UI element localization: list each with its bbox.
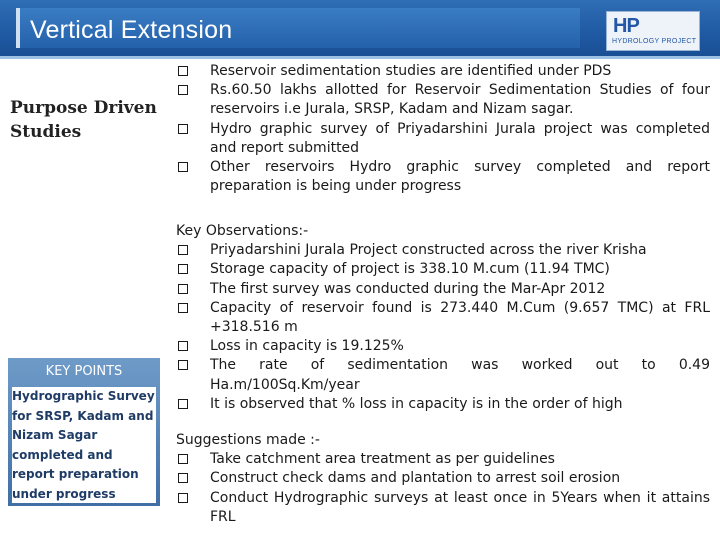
checkbox-bullet-icon [178, 162, 188, 172]
key-points-text: Hydrographic Survey for SRSP, Kadam and Nizam Sagar completed and report preparation under progress [12, 387, 156, 503]
checkbox-bullet-icon [178, 493, 188, 503]
checkbox-bullet-icon [178, 399, 188, 409]
bullet-text: Construct check dams and plantation to arrest soil erosion [210, 470, 621, 487]
suggestions-title: Suggestions made :- [176, 432, 320, 448]
bullet-text: Loss in capacity is 19.125% [210, 338, 404, 355]
suggestions [176, 431, 710, 527]
logo-text: HYDROLOGY PROJECT [612, 38, 697, 45]
observation-item [176, 337, 710, 356]
checkbox-bullet-icon [178, 284, 188, 294]
bullet-text: Priyadarshini Jurala Project constructed across the river Krisha [210, 242, 647, 259]
checkbox-bullet-icon [178, 85, 188, 95]
key-points-title: KEY POINTS [45, 364, 123, 379]
bullet-text: Conduct Hydrographic surveys at least once in 5Years when it attains FRL [210, 489, 710, 525]
checkbox-bullet-icon [178, 303, 188, 313]
bullet-text: It is observed that % loss in capacity is in the order of high [210, 395, 623, 412]
purpose-bullet [176, 158, 710, 196]
bullet-text: The first survey was conducted during the Mar-Apr 2012 [210, 280, 606, 297]
hydrology-project-logo [606, 11, 700, 51]
suggestion-item [176, 489, 710, 527]
key-observations [176, 222, 710, 414]
bullet-text: Other reservoirs Hydro graphic survey completed and report preparation is being under progress [210, 159, 710, 195]
bullet-text: Hydro graphic survey of Priyadarshini Jurala project was completed and report submitted [210, 120, 710, 156]
bullet-text: The rate of sedimentation was worked out to 0.49 Ha.m/100Sq.Km/year [210, 357, 710, 393]
purpose-bullet [176, 81, 710, 119]
checkbox-bullet-icon [178, 454, 188, 464]
bullet-text: Rs.60.50 lakhs allotted for Reservoir Sedimentation Studies of four reservoirs i.e Jurala, SRSP, Kadam and Nizam sagar. [210, 82, 710, 118]
observation-item [176, 299, 710, 337]
bullet-text: Storage capacity of project is 338.10 M.cum (11.94 TMC) [210, 261, 610, 278]
bullet-text: Capacity of reservoir found is 273.440 M.Cum (9.657 TMC) at FRL +318.516 m [210, 299, 710, 336]
bullet-text: Reservoir sedimentation studies are identified under PDS [210, 63, 612, 79]
observation-item [176, 356, 710, 394]
checkbox-bullet-icon [178, 360, 188, 370]
observation-item [176, 395, 710, 414]
observation-item [176, 260, 710, 279]
suggestion-item [176, 469, 710, 488]
checkbox-bullet-icon [178, 66, 188, 76]
observations-title: Key Observations:- [176, 223, 309, 239]
checkbox-bullet-icon [178, 124, 188, 134]
checkbox-bullet-icon [178, 264, 188, 274]
purpose-list [176, 62, 710, 196]
key-points-box [8, 358, 160, 506]
suggestion-item [176, 450, 710, 469]
purpose-bullet [176, 62, 710, 81]
checkbox-bullet-icon [178, 341, 188, 351]
observation-item [176, 241, 710, 260]
checkbox-bullet-icon [178, 245, 188, 255]
logo-mark-text: HP [613, 15, 639, 37]
bullet-text: Take catchment area treatment as per guidelines [210, 451, 555, 468]
logo-mark [613, 15, 639, 37]
purpose-title: Purpose Driven Studies [10, 98, 157, 142]
purpose-bullet [176, 120, 710, 158]
checkbox-bullet-icon [178, 473, 188, 483]
observation-item [176, 280, 710, 299]
slide-title: Vertical Extension [30, 16, 233, 44]
header-divider [0, 56, 720, 59]
